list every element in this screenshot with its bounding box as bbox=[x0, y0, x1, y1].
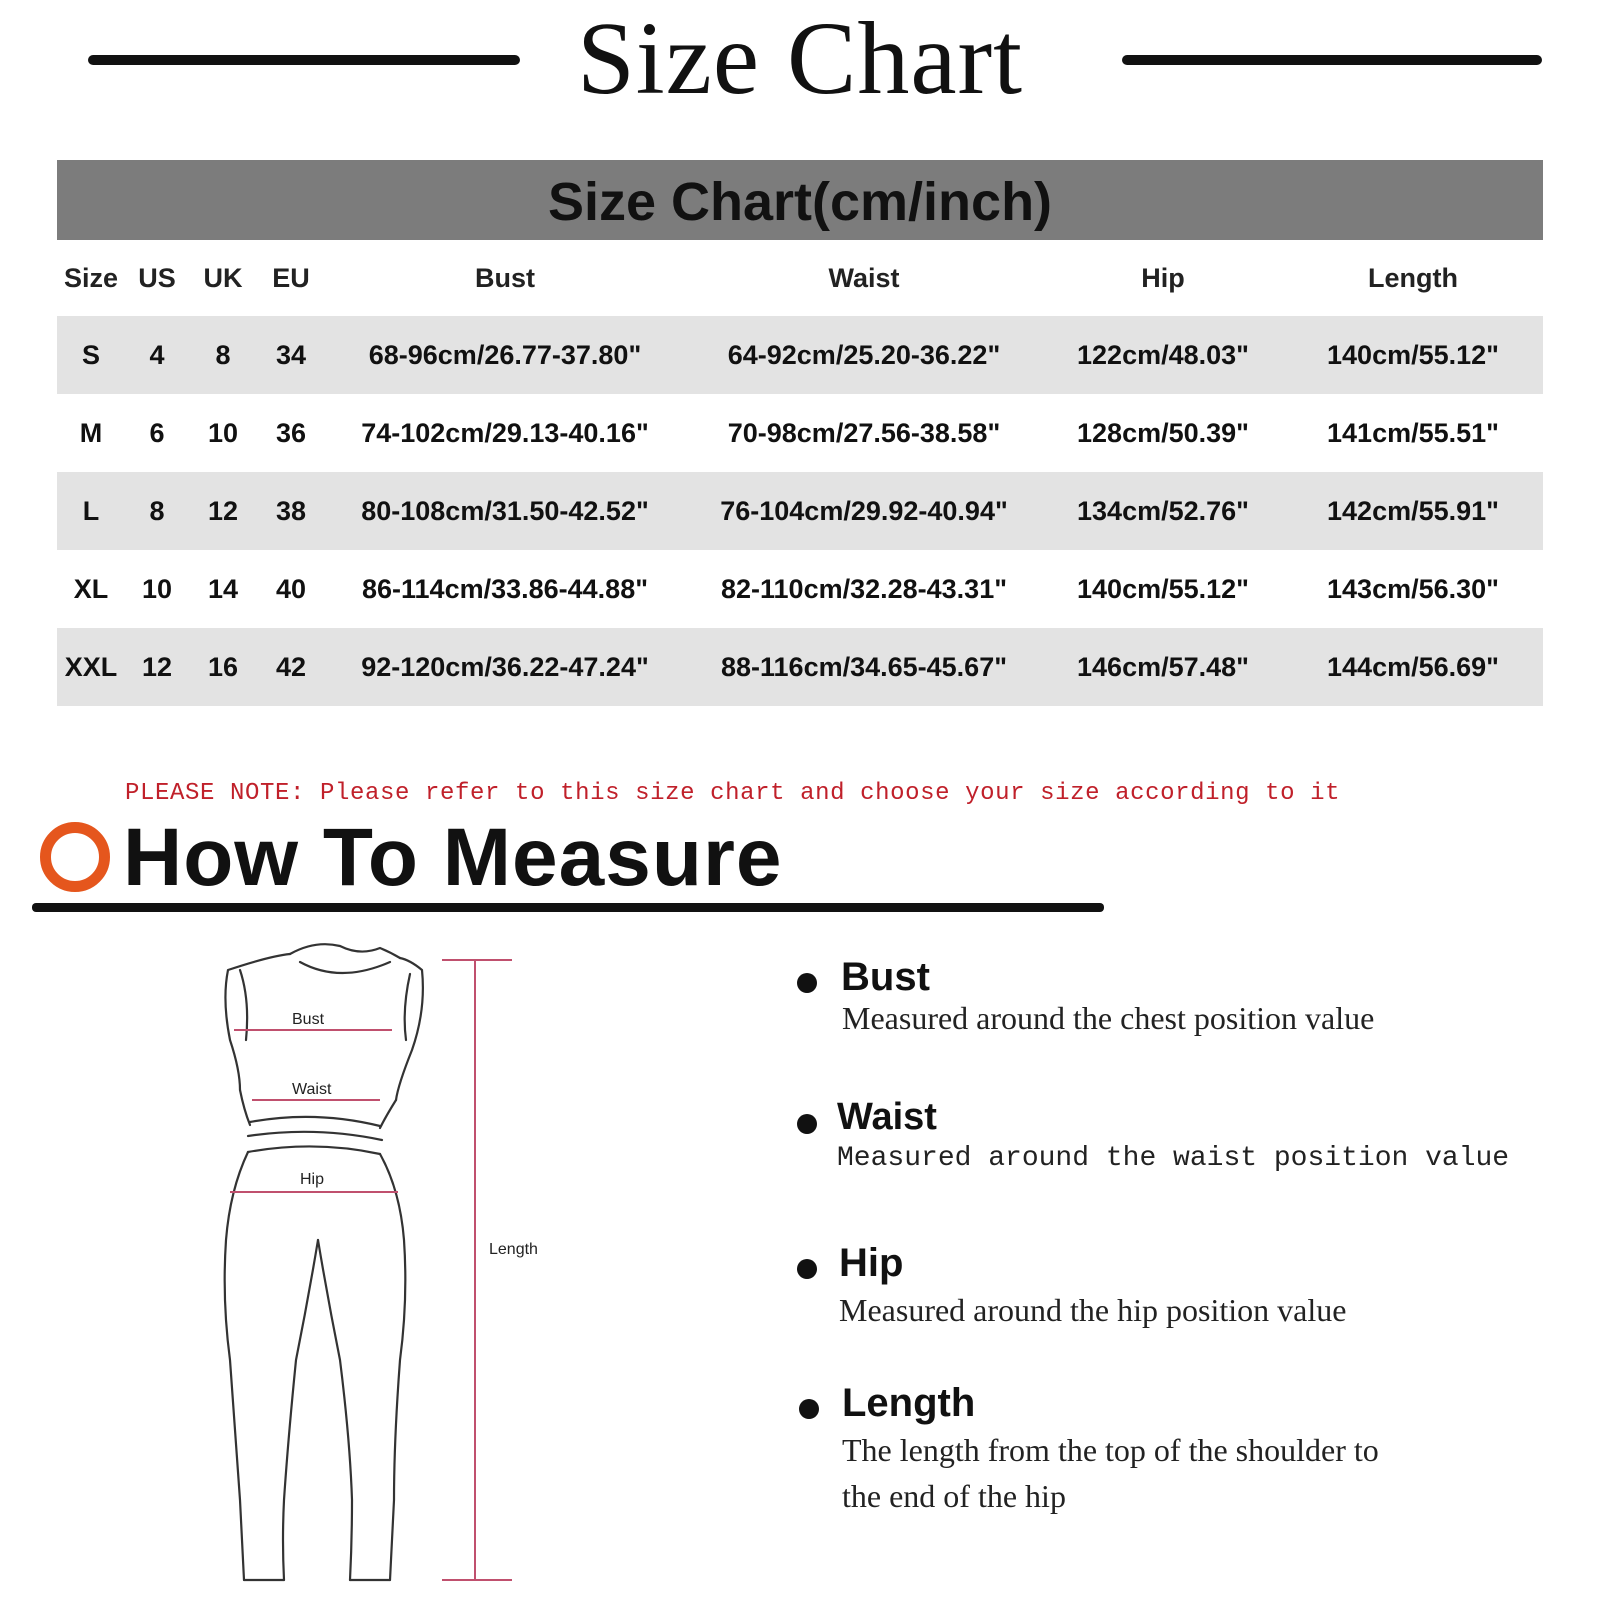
table-caption: Size Chart(cm/inch) bbox=[547, 172, 1053, 232]
cell-uk: 14 bbox=[207, 573, 239, 604]
size-note: PLEASE NOTE: Please refer to this size chart and choose your size according to it bbox=[125, 780, 1341, 807]
cell-uk: 10 bbox=[207, 417, 239, 448]
col-header-uk: UK bbox=[203, 262, 243, 293]
cell-uk: 8 bbox=[189, 316, 257, 394]
cell-us: 4 bbox=[125, 316, 189, 394]
title-rule-right bbox=[1122, 55, 1542, 65]
cell-size: M bbox=[79, 417, 103, 448]
col-header-size: Size bbox=[63, 262, 119, 293]
table-row bbox=[57, 628, 1543, 706]
figure-label-hip: Hip bbox=[300, 1171, 325, 1188]
table-row bbox=[57, 472, 1543, 550]
col-header-waist: Waist bbox=[828, 262, 900, 293]
col-header-bust: Bust bbox=[475, 262, 535, 293]
cell-us: 6 bbox=[149, 417, 165, 448]
cell-eu: 42 bbox=[257, 628, 325, 706]
cell-us: 12 bbox=[125, 628, 189, 706]
measure-item-description: The length from the top of the shoulder to bbox=[842, 1432, 1379, 1468]
cell-bust: 68-96cm/26.77-37.80" bbox=[325, 316, 685, 394]
table-row bbox=[57, 550, 1543, 628]
cell-eu: 36 bbox=[275, 417, 307, 448]
cell-hip: 134cm/52.76" bbox=[1043, 472, 1283, 550]
cell-hip: 122cm/48.03" bbox=[1043, 316, 1283, 394]
cell-length: 141cm/55.51" bbox=[1327, 417, 1499, 448]
cell-eu: 38 bbox=[257, 472, 325, 550]
title-rule-left bbox=[88, 55, 520, 65]
col-header-eu: EU bbox=[272, 262, 310, 293]
cell-bust: 80-108cm/31.50-42.52" bbox=[325, 472, 685, 550]
cell-length: 144cm/56.69" bbox=[1283, 628, 1543, 706]
measure-item-title: Bust bbox=[841, 955, 930, 999]
cell-bust: 74-102cm/29.13-40.16" bbox=[361, 417, 649, 448]
cell-length: 143cm/56.30" bbox=[1327, 573, 1499, 604]
table-row bbox=[57, 316, 1543, 394]
table-caption-bar bbox=[57, 160, 1543, 240]
cell-us: 10 bbox=[141, 573, 173, 604]
figure-label-length: Length bbox=[489, 1241, 538, 1258]
cell-bust: 86-114cm/33.86-44.88" bbox=[361, 573, 649, 604]
cell-hip: 140cm/55.12" bbox=[1077, 573, 1249, 604]
cell-bust: 92-120cm/36.22-47.24" bbox=[325, 628, 685, 706]
cell-size: XXL bbox=[57, 628, 125, 706]
cell-uk: 16 bbox=[189, 628, 257, 706]
bullet-icon bbox=[797, 1114, 817, 1134]
cell-length: 140cm/55.12" bbox=[1283, 316, 1543, 394]
bullet-icon bbox=[797, 1259, 817, 1279]
measure-item-title: Waist bbox=[837, 1096, 937, 1138]
table-row bbox=[57, 394, 1543, 472]
measure-item-title: Hip bbox=[839, 1241, 904, 1285]
col-header-hip: Hip bbox=[1141, 262, 1185, 293]
ring-icon bbox=[40, 822, 110, 892]
bullet-icon bbox=[797, 973, 817, 993]
how-to-measure-title: How To Measure bbox=[123, 812, 783, 903]
figure-label-waist: Waist bbox=[292, 1081, 332, 1098]
measure-item-description: the end of the hip bbox=[842, 1478, 1066, 1514]
cell-hip: 128cm/50.39" bbox=[1077, 417, 1249, 448]
cell-us: 8 bbox=[125, 472, 189, 550]
measure-item-description: Measured around the chest position value bbox=[842, 1000, 1375, 1036]
size-table bbox=[57, 240, 1543, 706]
table-header-row bbox=[57, 240, 1543, 316]
cell-length: 142cm/55.91" bbox=[1283, 472, 1543, 550]
cell-size: S bbox=[57, 316, 125, 394]
cell-waist: 64-92cm/25.20-36.22" bbox=[685, 316, 1043, 394]
measure-item-description: Measured around the waist position value bbox=[837, 1143, 1510, 1174]
bullet-icon bbox=[799, 1399, 819, 1419]
figure-label-bust: Bust bbox=[292, 1011, 325, 1028]
cell-uk: 12 bbox=[189, 472, 257, 550]
cell-eu: 34 bbox=[257, 316, 325, 394]
cell-waist: 88-116cm/34.65-45.67" bbox=[685, 628, 1043, 706]
jumpsuit-figure bbox=[200, 940, 580, 1600]
cell-size: XL bbox=[73, 573, 109, 604]
cell-waist: 70-98cm/27.56-38.58" bbox=[727, 417, 1001, 448]
col-header-us: US bbox=[138, 262, 176, 293]
cell-hip: 146cm/57.48" bbox=[1043, 628, 1283, 706]
cell-eu: 40 bbox=[275, 573, 307, 604]
cell-waist: 82-110cm/32.28-43.31" bbox=[720, 573, 1008, 604]
cell-waist: 76-104cm/29.92-40.94" bbox=[685, 472, 1043, 550]
col-header-length: Length bbox=[1368, 262, 1458, 293]
measure-item-description: Measured around the hip position value bbox=[839, 1292, 1347, 1328]
cell-size: L bbox=[57, 472, 125, 550]
page-title: Size Chart bbox=[576, 1, 1024, 116]
how-to-measure-rule bbox=[32, 903, 1104, 912]
measure-item-title: Length bbox=[842, 1381, 976, 1425]
